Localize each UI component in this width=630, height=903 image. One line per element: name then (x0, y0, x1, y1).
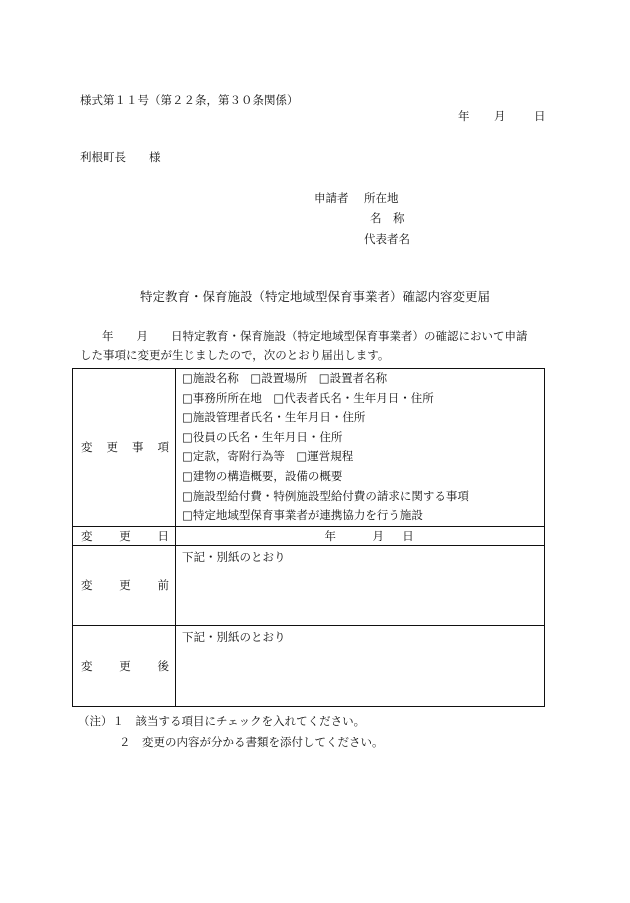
change-item[interactable]: □定款，寄附行為等 □運営規程 (182, 449, 354, 464)
intro-line-1: 年 月 日特定教育・保育施設（特定地域型保育事業者）の確認において申請 (102, 329, 528, 343)
note-2: ２ 変更の内容が分かる書類を添付してください。 (119, 735, 384, 749)
document-title: 特定教育・保育施設（特定地域型保育事業者）確認内容変更届 (139, 289, 490, 304)
before-text: 下記・別紙のとおり (182, 549, 286, 564)
applicant-name-label: 名 称 (370, 211, 405, 225)
label-char: 日 (157, 528, 169, 543)
label-char: 後 (157, 658, 169, 673)
change-date-year: 年 (324, 528, 336, 543)
label-char: 変 (81, 578, 93, 593)
before-row (73, 545, 545, 625)
change-items-row (73, 369, 545, 527)
label-char: 項 (157, 440, 169, 455)
before-label (73, 545, 176, 625)
change-date-day: 日 (402, 528, 414, 543)
label-char: 更 (106, 440, 118, 455)
change-item[interactable]: □施設管理者氏名・生年月日・住所 (182, 410, 366, 425)
label-char: 前 (157, 578, 169, 593)
change-item[interactable]: □特定地域型保育事業者が連携協力を行う施設 (182, 508, 423, 523)
label-char: 変 (81, 658, 93, 673)
change-items-label (73, 369, 176, 527)
date-year: 年 (458, 109, 470, 123)
change-date-label (73, 526, 176, 545)
change-date-field[interactable] (176, 526, 545, 545)
form-number: 様式第１１号（第２２条，第３０条関係） (80, 93, 299, 107)
after-row (73, 625, 545, 706)
submission-date (458, 111, 546, 123)
applicant-representative-label: 代表者名 (364, 232, 410, 246)
change-item[interactable]: □建物の構造概要，設備の概要 (182, 468, 343, 483)
note-1: （注）１ 該当する項目にチェックを入れてください。 (78, 714, 366, 728)
after-text: 下記・別紙のとおり (182, 629, 286, 644)
addressee: 利根町長 様 (80, 150, 161, 164)
change-date-row (73, 526, 545, 545)
change-item[interactable]: □役員の氏名・生年月日・住所 (182, 429, 343, 444)
label-char: 変 (81, 528, 93, 543)
date-month: 月 (494, 109, 506, 123)
change-item[interactable]: □施設名称 □設置場所 □設置者名称 (182, 371, 388, 385)
change-date-month: 月 (372, 528, 384, 543)
before-field[interactable] (176, 545, 545, 625)
intro-line-2: した事項に変更が生じましたので，次のとおり届出します。 (80, 348, 390, 362)
change-item[interactable]: □施設型給付費・特例施設型給付費の請求に関する事項 (182, 488, 469, 503)
change-form-table (72, 368, 545, 707)
label-char: 事 (132, 440, 144, 455)
label-char: 更 (119, 528, 131, 543)
date-day: 日 (534, 109, 546, 123)
label-char: 変 (81, 440, 93, 455)
applicant-label: 申請者 (314, 191, 349, 205)
after-label (73, 625, 176, 706)
label-char: 更 (119, 658, 131, 673)
change-items-list (176, 369, 545, 527)
applicant-address-label: 所在地 (364, 191, 399, 205)
after-field[interactable] (176, 625, 545, 706)
change-item[interactable]: □事務所所在地 □代表者氏名・生年月日・住所 (182, 390, 434, 405)
label-char: 更 (119, 578, 131, 593)
